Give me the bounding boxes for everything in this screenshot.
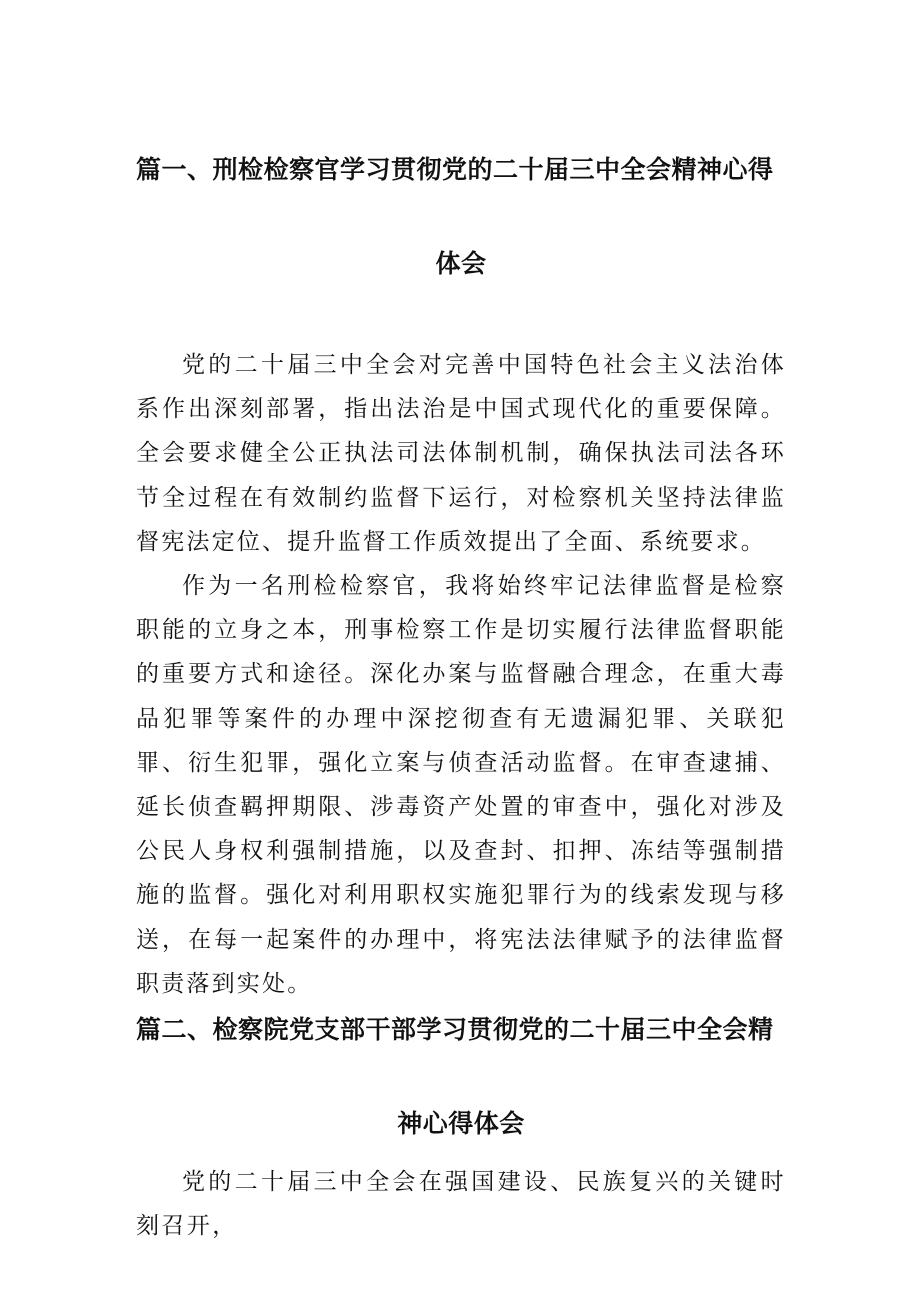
section-2-paragraph-1: 党的二十届三中全会在强国建设、民族复兴的关键时刻召开， (136, 1169, 786, 1240)
section-1-paragraph-2: 作为一名刑检检察官，我将始终牢记法律监督是检察职能的立身之本，刑事检察工作是切实履行法律监督职能的重要方式和途径。深化办案与监督融合理念，在重大毒品犯罪等案件的办理中深挖彻查有无遗漏犯罪、关联犯罪、衍生犯罪，强化立案与侦查活动监督。在审查逮捕、延长侦查羁押期限、涉毒资产处置的审查中，强化对涉及公民人身权利强制措施，以及查封、扣押、冻结等强制措施的监督。强化对利用职权实施犯罪行为的线索发现与移送，在每一起案件的办理中，将宪法法律赋予的法律监督职责落到实处。 (136, 573, 786, 997)
section-1-paragraph-1: 党的二十届三中全会对完善中国特色社会主义法治体系作出深刻部署，指出法治是中国式现代化的重要保障。全会要求健全公正执法司法体制机制，确保执法司法各环节全过程在有效制约监督下运行，对检察机关坚持法律监督宪法定位、提升监督工作质效提出了全面、系统要求。 (136, 352, 786, 555)
section-1-title-line1: 篇一、刑检检察官学习贯彻党的二十届三中全会精神心得 (136, 155, 774, 184)
section-2-title-line1: 篇二、检察院党支部干部学习贯彻党的二十届三中全会精 (136, 1015, 774, 1044)
section-1-title-line2: 体会 (435, 249, 487, 278)
section-2-title (136, 1014, 786, 1140)
section-1-title (136, 154, 786, 280)
section-2-title-line2: 神心得体会 (397, 1109, 525, 1138)
